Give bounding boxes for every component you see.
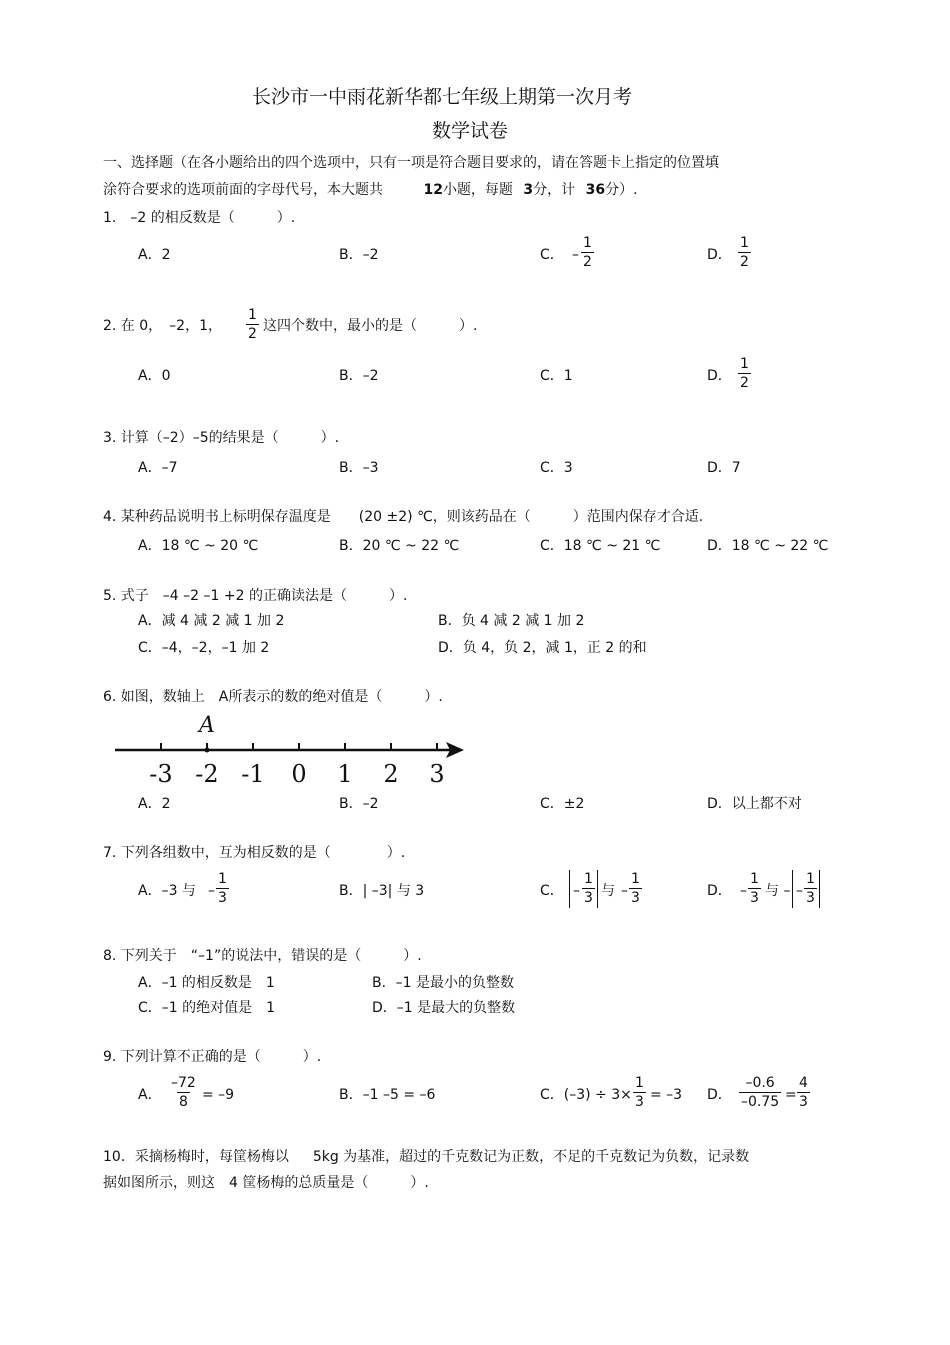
q7-option-d-mid: 与 –	[765, 883, 791, 899]
q9-option-d-equals: =	[785, 1087, 797, 1103]
q3-stem: 3. 计算（–2）–5的结果是（ ）.	[103, 430, 340, 446]
q7-option-c-label: C．	[540, 883, 564, 899]
q9-option-b: B．–1 –5 = –6	[339, 1087, 436, 1103]
page-title: 长沙市一中雨花新华都七年级上期第一次月考	[252, 86, 633, 108]
q8-option-c: C．–1 的绝对值是 1	[138, 1000, 276, 1016]
q9-option-c-fraction: $\frac{1}{3}$	[635, 1075, 644, 1110]
q7-option-a-sign: –	[208, 883, 215, 899]
q7-d-abs-bar-right	[819, 870, 820, 908]
q8-stem: 8. 下列关于 “–1”的说法中，错误的是（ ）.	[103, 948, 422, 964]
q1-option-a: A．2	[138, 247, 171, 263]
q6-stem: 6. 如图，数轴上 A所表示的数的绝对值是（ ）.	[103, 689, 443, 705]
q9-option-c-result: = –3	[650, 1087, 683, 1103]
q9-option-d-fraction2: $\frac{4}{3}$	[799, 1075, 808, 1110]
q6-option-b: B．–2	[339, 796, 379, 812]
q9-option-d-label: D．	[707, 1087, 732, 1103]
q4-stem: 4. 某种药品说明书上标明保存温度是 (20 ±2) ℃，则该药品在（ ）范围内保存才合适.	[103, 509, 704, 525]
q9-option-d-fraction: $\frac{-0.6}{-0.75}$	[741, 1075, 780, 1110]
number-line-tick-label: 0	[291, 760, 307, 788]
q5-stem: 5. 式子 –4 –2 –1 +2 的正确读法是（ ）.	[103, 588, 408, 604]
q6-option-c: C．±2	[540, 796, 585, 812]
q5-option-b: B．负 4 减 2 减 1 加 2	[438, 613, 585, 629]
q2-option-a: A．0	[138, 368, 171, 384]
q7-option-c-fraction: $\frac{1}{3}$	[584, 871, 593, 906]
q7-option-d-fraction: $\frac{1}{3}$	[750, 871, 759, 906]
q9-option-a-fraction: $\frac{-72}{8}$	[171, 1075, 196, 1110]
q7-option-c-sign2: –	[621, 883, 628, 899]
q8-option-b: B．–1 是最小的负整数	[372, 975, 514, 991]
q4-option-b: B．20 ℃ ~ 22 ℃	[339, 538, 460, 554]
q2-option-b: B．–2	[339, 368, 379, 384]
q7-stem: 7. 下列各组数中，互为相反数的是（ ）.	[103, 845, 406, 861]
q3-option-b: B．–3	[339, 460, 379, 476]
q2-stem-fraction: $\frac{1}{2}$	[248, 307, 257, 342]
q3-option-d: D．7	[707, 460, 741, 476]
number-line-tick-label: -3	[149, 760, 173, 788]
page-subtitle: 数学试卷	[432, 120, 509, 142]
q2-option-d-fraction: $\frac{1}{2}$	[740, 356, 749, 391]
q9-option-c-label: C．(–3) ÷ 3×	[540, 1087, 632, 1103]
q1-option-c-label: C．	[540, 247, 564, 263]
q6-option-a: A．2	[138, 796, 171, 812]
q7-option-d-sign: –	[740, 883, 747, 899]
q2-stem-a: 2. 在 0， –2，1，	[103, 318, 222, 334]
q2-option-d-label: D．	[707, 368, 732, 384]
q1-option-b: B．–2	[339, 247, 379, 263]
q7-option-c-sign: –	[573, 883, 580, 899]
q2-option-c: C．1	[540, 368, 573, 384]
q6-option-d: D．以上都不对	[707, 796, 802, 812]
q4-option-d: D．18 ℃ ~ 22 ℃	[707, 538, 829, 554]
q7-option-a-fraction: $\frac{1}{3}$	[218, 871, 227, 906]
q1-option-c-sign: –	[572, 247, 579, 263]
q5-option-c: C．–4，–2，–1 加 2	[138, 640, 270, 656]
q7-option-c-mid: 与	[601, 883, 615, 899]
number-line-tick-label: -2	[195, 760, 219, 788]
q7-c-abs-bar-right	[597, 870, 598, 908]
q8-option-d: D．–1 是最大的负整数	[372, 1000, 516, 1016]
number-line-tick-label: 3	[429, 760, 445, 788]
points-per-question: 3	[523, 182, 534, 198]
section-intro-line2: 涂符合要求的选项前面的字母代号，本大题共 12小题，每题 3分，计 36分）.	[103, 182, 638, 198]
q7-option-d-label: D．	[707, 883, 732, 899]
point-a-dot	[205, 748, 210, 753]
q7-d-abs-bar-left	[792, 870, 793, 908]
number-line-tick-label: -1	[241, 760, 265, 788]
number-line-tick-label: 1	[337, 760, 353, 788]
total-points: 36	[585, 182, 606, 198]
q7-option-d-fraction2: $\frac{1}{3}$	[806, 871, 815, 906]
q1-option-c-fraction: $\frac{1}{2}$	[583, 235, 592, 270]
q7-option-a-label: A．–3 与	[138, 883, 196, 899]
q3-option-a: A．–7	[138, 460, 178, 476]
q1-stem: 1. –2 的相反数是（ ）.	[103, 210, 296, 226]
q8-option-a: A．–1 的相反数是 1	[138, 975, 275, 991]
q10-line1: 10．采摘杨梅时，每筐杨梅以 5kg 为基准，超过的千克数记为正数，不足的千克数记为负数，记录数	[103, 1149, 750, 1165]
q7-option-d-sign2: –	[796, 883, 803, 899]
q4-option-c: C．18 ℃ ~ 21 ℃	[540, 538, 661, 554]
q5-option-a: A．减 4 减 2 减 1 加 2	[138, 613, 285, 629]
q2-stem-b: 这四个数中，最小的是（ ）.	[263, 318, 478, 334]
q7-c-abs-bar-left	[569, 870, 570, 908]
q10-line2: 据如图所示，则这 4 筐杨梅的总质量是（ ）.	[103, 1175, 429, 1191]
q9-stem: 9. 下列计算不正确的是（ ）.	[103, 1049, 322, 1065]
q9-option-a-result: = –9	[202, 1087, 235, 1103]
question-count: 12	[423, 182, 443, 198]
q1-option-d-label: D．	[707, 247, 732, 263]
q4-option-a: A．18 ℃ ~ 20 ℃	[138, 538, 259, 554]
q7-option-b: B．| –3| 与 3	[339, 883, 425, 899]
number-line-tick-label: 2	[383, 760, 399, 788]
section-intro-line1: 一、选择题（在各小题给出的四个选项中，只有一项是符合题目要求的，请在答题卡上指定的位置填	[103, 155, 719, 171]
q1-option-d-fraction: $\frac{1}{2}$	[740, 235, 749, 270]
q3-option-c: C．3	[540, 460, 573, 476]
number-line-figure	[110, 708, 470, 790]
q7-option-c-fraction2: $\frac{1}{3}$	[631, 871, 640, 906]
q5-option-d: D．负 4，负 2，减 1，正 2 的和	[438, 640, 647, 656]
q9-option-a-label: A．	[138, 1087, 162, 1103]
point-a-label: A	[199, 713, 215, 738]
